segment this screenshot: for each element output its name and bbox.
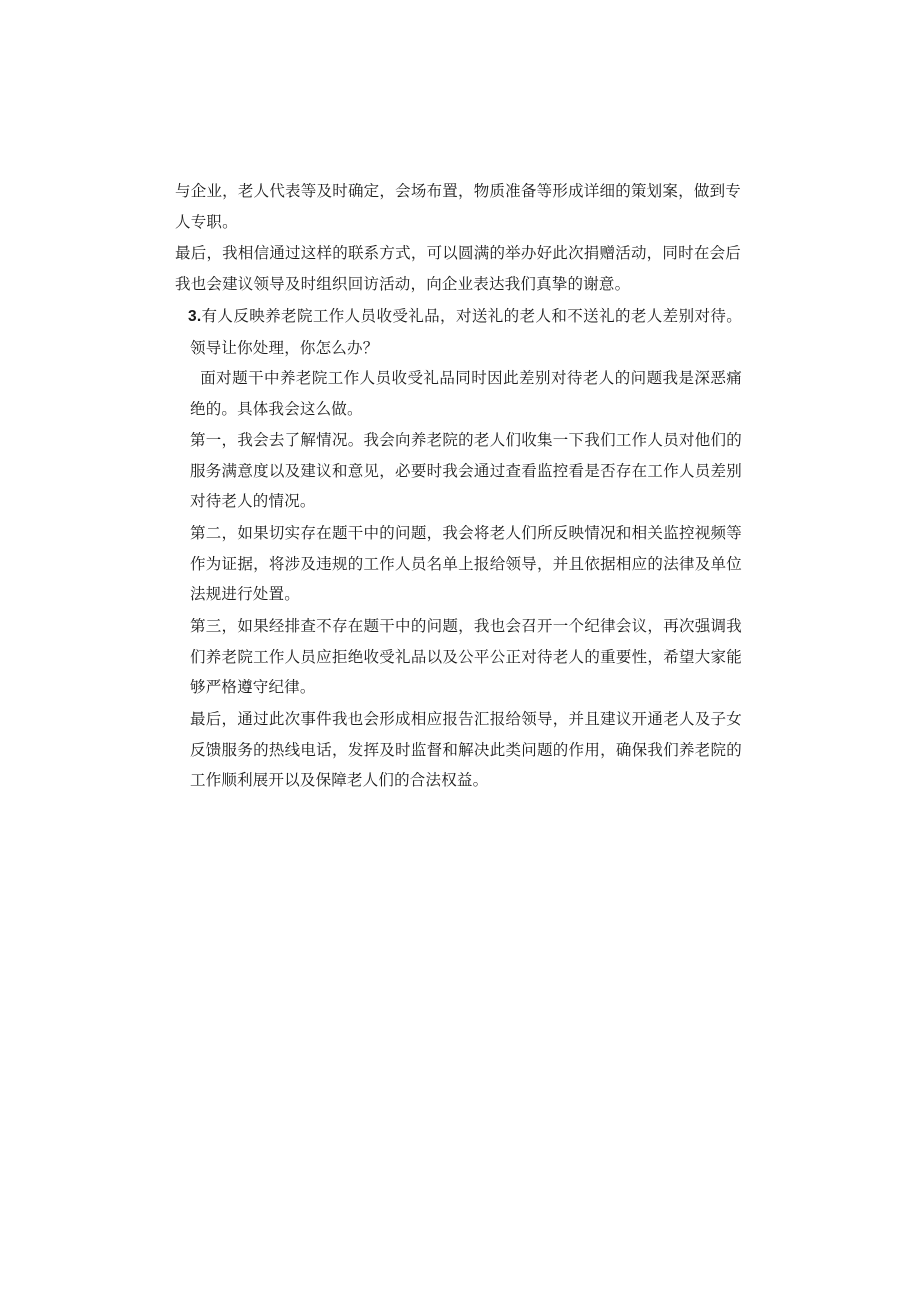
answer-intro [190,363,742,424]
question-text: 有人反映养老院工作人员收受礼品，对送礼的老人和不送礼的老人差别对待。领导让你处理，你怎么办？ [190,307,742,357]
answer-finally: 最后，通过此次事件我也会形成相应报告汇报给领导，并且建议开通老人及子女反馈服务的热线电话，发挥及时监督和解决此类问题的作用，确保我们养老院的工作顺利展开以及保障老人们的合法权益。 [190,710,742,789]
answer-step-two: 第二，如果切实存在题干中的问题，我会将老人们所反映情况和相关监控视频等作为证据，将涉及违规的工作人员名单上报给领导，并且依据相应的法律及单位法规进行处置。 [190,524,742,603]
answer-intro-text: 面对题干中养老院工作人员收受礼品同时因此差别对待老人的问题我是深恶痛绝的。具体我会这么做。 [190,369,742,418]
paragraph-conclusion: 最后，我相信通过这样的联系方式，可以圆满的举办好此次捐赠活动，同时在会后我也会建议领导及时组织回访活动，向企业表达我们真挚的谢意。 [175,244,741,293]
answer-step-one: 第一，我会去了解情况。我会向养老院的老人们收集一下我们工作人员对他们的服务满意度以及建议和意见，必要时我会通过查看监控看是否存在工作人员差别对待老人的情况。 [190,431,742,510]
paragraph-planning: 与企业，老人代表等及时确定，会场布置，物质准备等形成详细的策划案，做到专人专职。 [175,182,741,231]
question-number: 3. [188,308,202,325]
question-heading [190,301,742,363]
answer-step-three: 第三，如果经排查不存在题干中的问题，我也会召开一个纪律会议，再次强调我们养老院工作人员应拒绝收受礼品以及公平公正对待老人的重要性，希望大家能够严格遵守纪律。 [190,617,742,696]
